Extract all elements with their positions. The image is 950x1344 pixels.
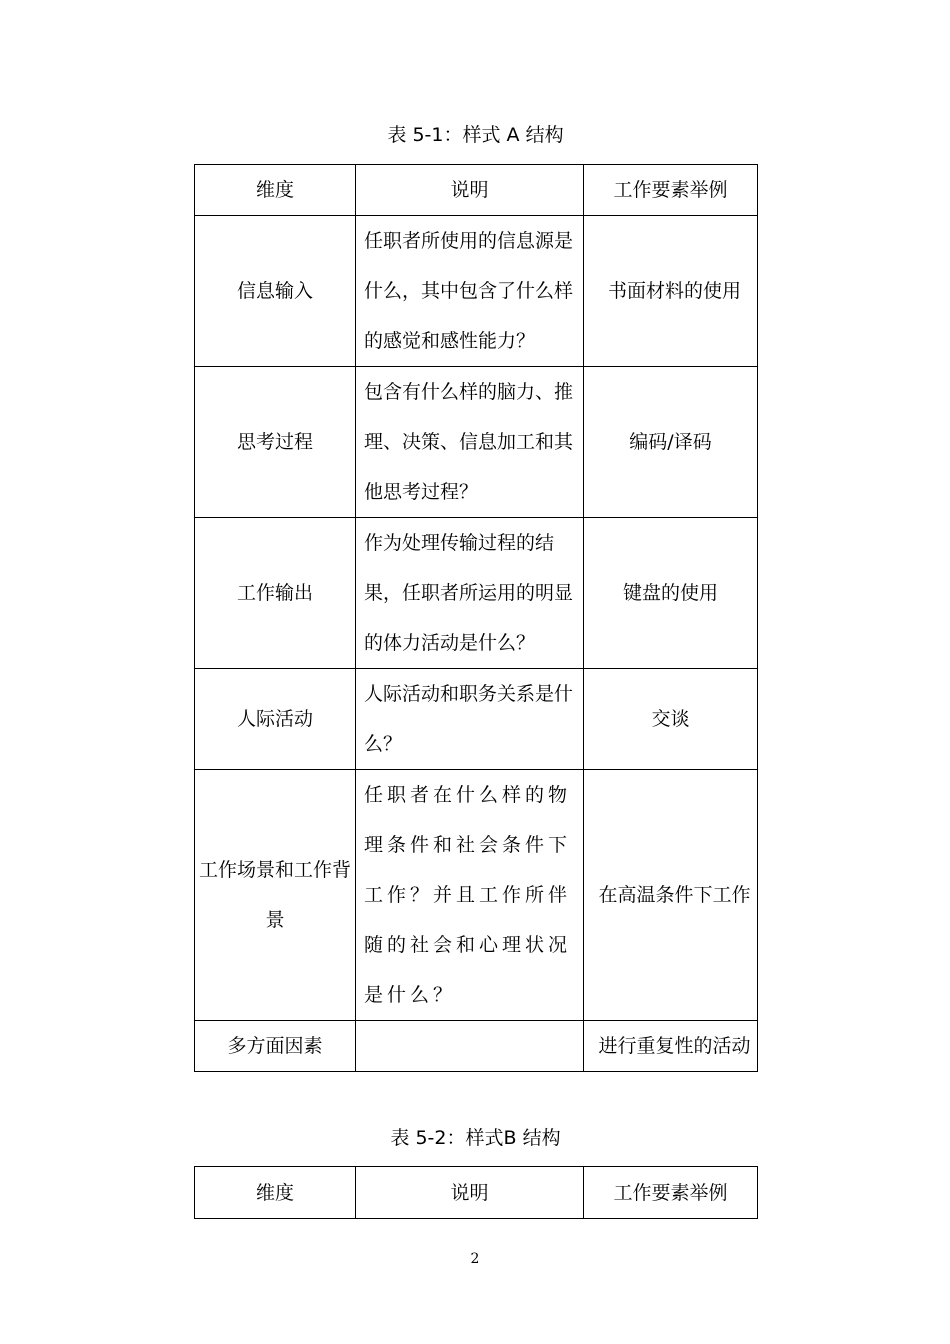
row-dimension: 工作场景和工作背景 (195, 770, 356, 1021)
header-dimension: 维度 (195, 1167, 356, 1219)
table-row (195, 518, 758, 669)
header-example: 工作要素举例 (584, 1167, 758, 1219)
header-dimension: 维度 (195, 165, 356, 216)
table-row (195, 669, 758, 770)
row-example: 书面材料的使用 (584, 216, 758, 367)
row-description: 人际活动和职务关系是什么？ (356, 669, 584, 770)
row-example: 编码/译码 (584, 367, 758, 518)
row-example: 进行重复性的活动 (584, 1021, 758, 1072)
table-5-2 (194, 1166, 758, 1219)
row-dimension: 思考过程 (195, 367, 356, 518)
table-row (195, 1021, 758, 1072)
row-example: 交谈 (584, 669, 758, 770)
table-header-row (195, 1167, 758, 1219)
row-dimension: 工作输出 (195, 518, 356, 669)
row-dimension: 人际活动 (195, 669, 356, 770)
row-description: 作为处理传输过程的结果，任职者所运用的明显的体力活动是什么？ (356, 518, 584, 669)
page-number: 2 (470, 1251, 480, 1267)
row-description: 任职者在什么样的物理条件和社会条件下工作？并且工作所伴随的社会和心理状况是什么？ (356, 770, 584, 1021)
row-example: 键盘的使用 (584, 518, 758, 669)
header-description: 说明 (356, 165, 584, 216)
table2-caption: 表 5-2：样式B 结构 (390, 1127, 561, 1149)
table-header-row (195, 165, 758, 216)
table-row (195, 367, 758, 518)
row-description (356, 1021, 584, 1072)
row-example: 在高温条件下工作 (584, 770, 758, 1021)
row-dimension: 多方面因素 (195, 1021, 356, 1072)
table1-caption: 表 5-1：样式 A 结构 (387, 124, 564, 146)
header-description: 说明 (356, 1167, 584, 1219)
header-example: 工作要素举例 (584, 165, 758, 216)
row-dimension: 信息输入 (195, 216, 356, 367)
table-5-1 (194, 164, 758, 1072)
table-row (195, 770, 758, 1021)
table-row (195, 216, 758, 367)
row-description: 包含有什么样的脑力、推理、决策、信息加工和其他思考过程？ (356, 367, 584, 518)
row-description: 任职者所使用的信息源是什么，其中包含了什么样的感觉和感性能力？ (356, 216, 584, 367)
